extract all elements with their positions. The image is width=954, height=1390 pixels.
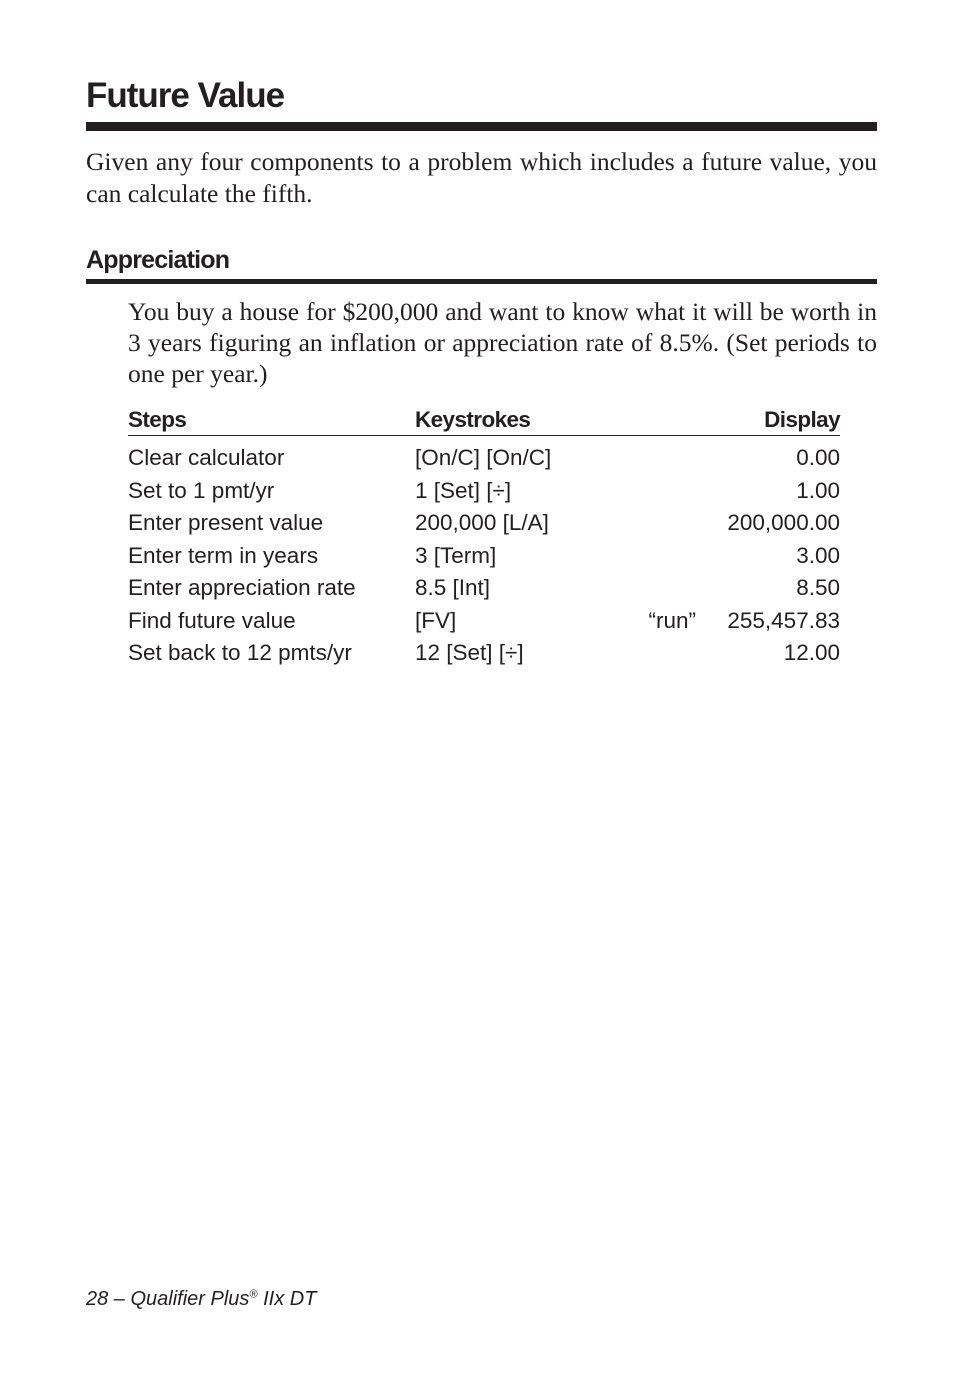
keystrokes: [On/C] [On/C] bbox=[415, 445, 552, 470]
table-row bbox=[128, 508, 840, 541]
header-keystrokes: Keystrokes bbox=[415, 407, 531, 432]
keystrokes: 200,000 [L/A] bbox=[415, 510, 549, 535]
display-value: 255,457.83 bbox=[727, 607, 840, 633]
display-value: 3.00 bbox=[796, 542, 840, 568]
step-label: Enter present value bbox=[128, 510, 324, 535]
table-row bbox=[128, 606, 840, 639]
table-row bbox=[128, 476, 840, 509]
keystrokes: 3 [Term] bbox=[415, 542, 497, 568]
keystrokes: 12 [Set] [÷] bbox=[415, 640, 524, 665]
page-footer bbox=[86, 1286, 316, 1312]
header-display: Display bbox=[764, 407, 840, 432]
display-value: 200,000.00 bbox=[727, 510, 840, 535]
keystrokes: 8.5 [Int] bbox=[415, 575, 491, 600]
step-label: Enter term in years bbox=[128, 542, 319, 568]
display-value: 12.00 bbox=[783, 640, 840, 665]
display-value: 0.00 bbox=[796, 445, 840, 470]
header-steps: Steps bbox=[128, 407, 187, 432]
steps-table bbox=[128, 405, 840, 671]
table-header bbox=[128, 405, 840, 436]
registered-mark: ® bbox=[249, 1288, 258, 1301]
example-paragraph: You buy a house for $200,000 and want to know what it will be worth in 3 years figuring an inflation or appreciation rate of 8.5%. (Set periods to one per year.) bbox=[128, 297, 877, 388]
table-row bbox=[128, 573, 840, 606]
page-title: Future Value bbox=[86, 76, 285, 115]
footer-model: IIx DT bbox=[257, 1288, 317, 1310]
keystrokes: 1 [Set] [÷] bbox=[415, 477, 512, 503]
table-body bbox=[128, 436, 840, 671]
step-label: Set back to 12 pmts/yr bbox=[128, 640, 352, 665]
title-rule bbox=[86, 122, 877, 131]
section-rule bbox=[86, 279, 877, 284]
footer-page-label: 28 – Qualifier Plus bbox=[86, 1288, 250, 1310]
section-heading: Appreciation bbox=[86, 246, 230, 274]
display-note: “run” bbox=[648, 607, 696, 633]
keystrokes: [FV] bbox=[415, 607, 457, 633]
intro-paragraph: Given any four components to a problem which includes a future value, you can calculate the fifth. bbox=[86, 147, 877, 208]
display-value: 1.00 bbox=[796, 477, 840, 503]
step-label: Find future value bbox=[128, 607, 296, 633]
step-label: Enter appreciation rate bbox=[128, 575, 356, 600]
step-label: Set to 1 pmt/yr bbox=[128, 477, 275, 503]
display-value: 8.50 bbox=[796, 575, 840, 600]
table-row bbox=[128, 443, 840, 476]
step-label: Clear calculator bbox=[128, 445, 285, 470]
table-row bbox=[128, 638, 840, 671]
table-row bbox=[128, 541, 840, 574]
